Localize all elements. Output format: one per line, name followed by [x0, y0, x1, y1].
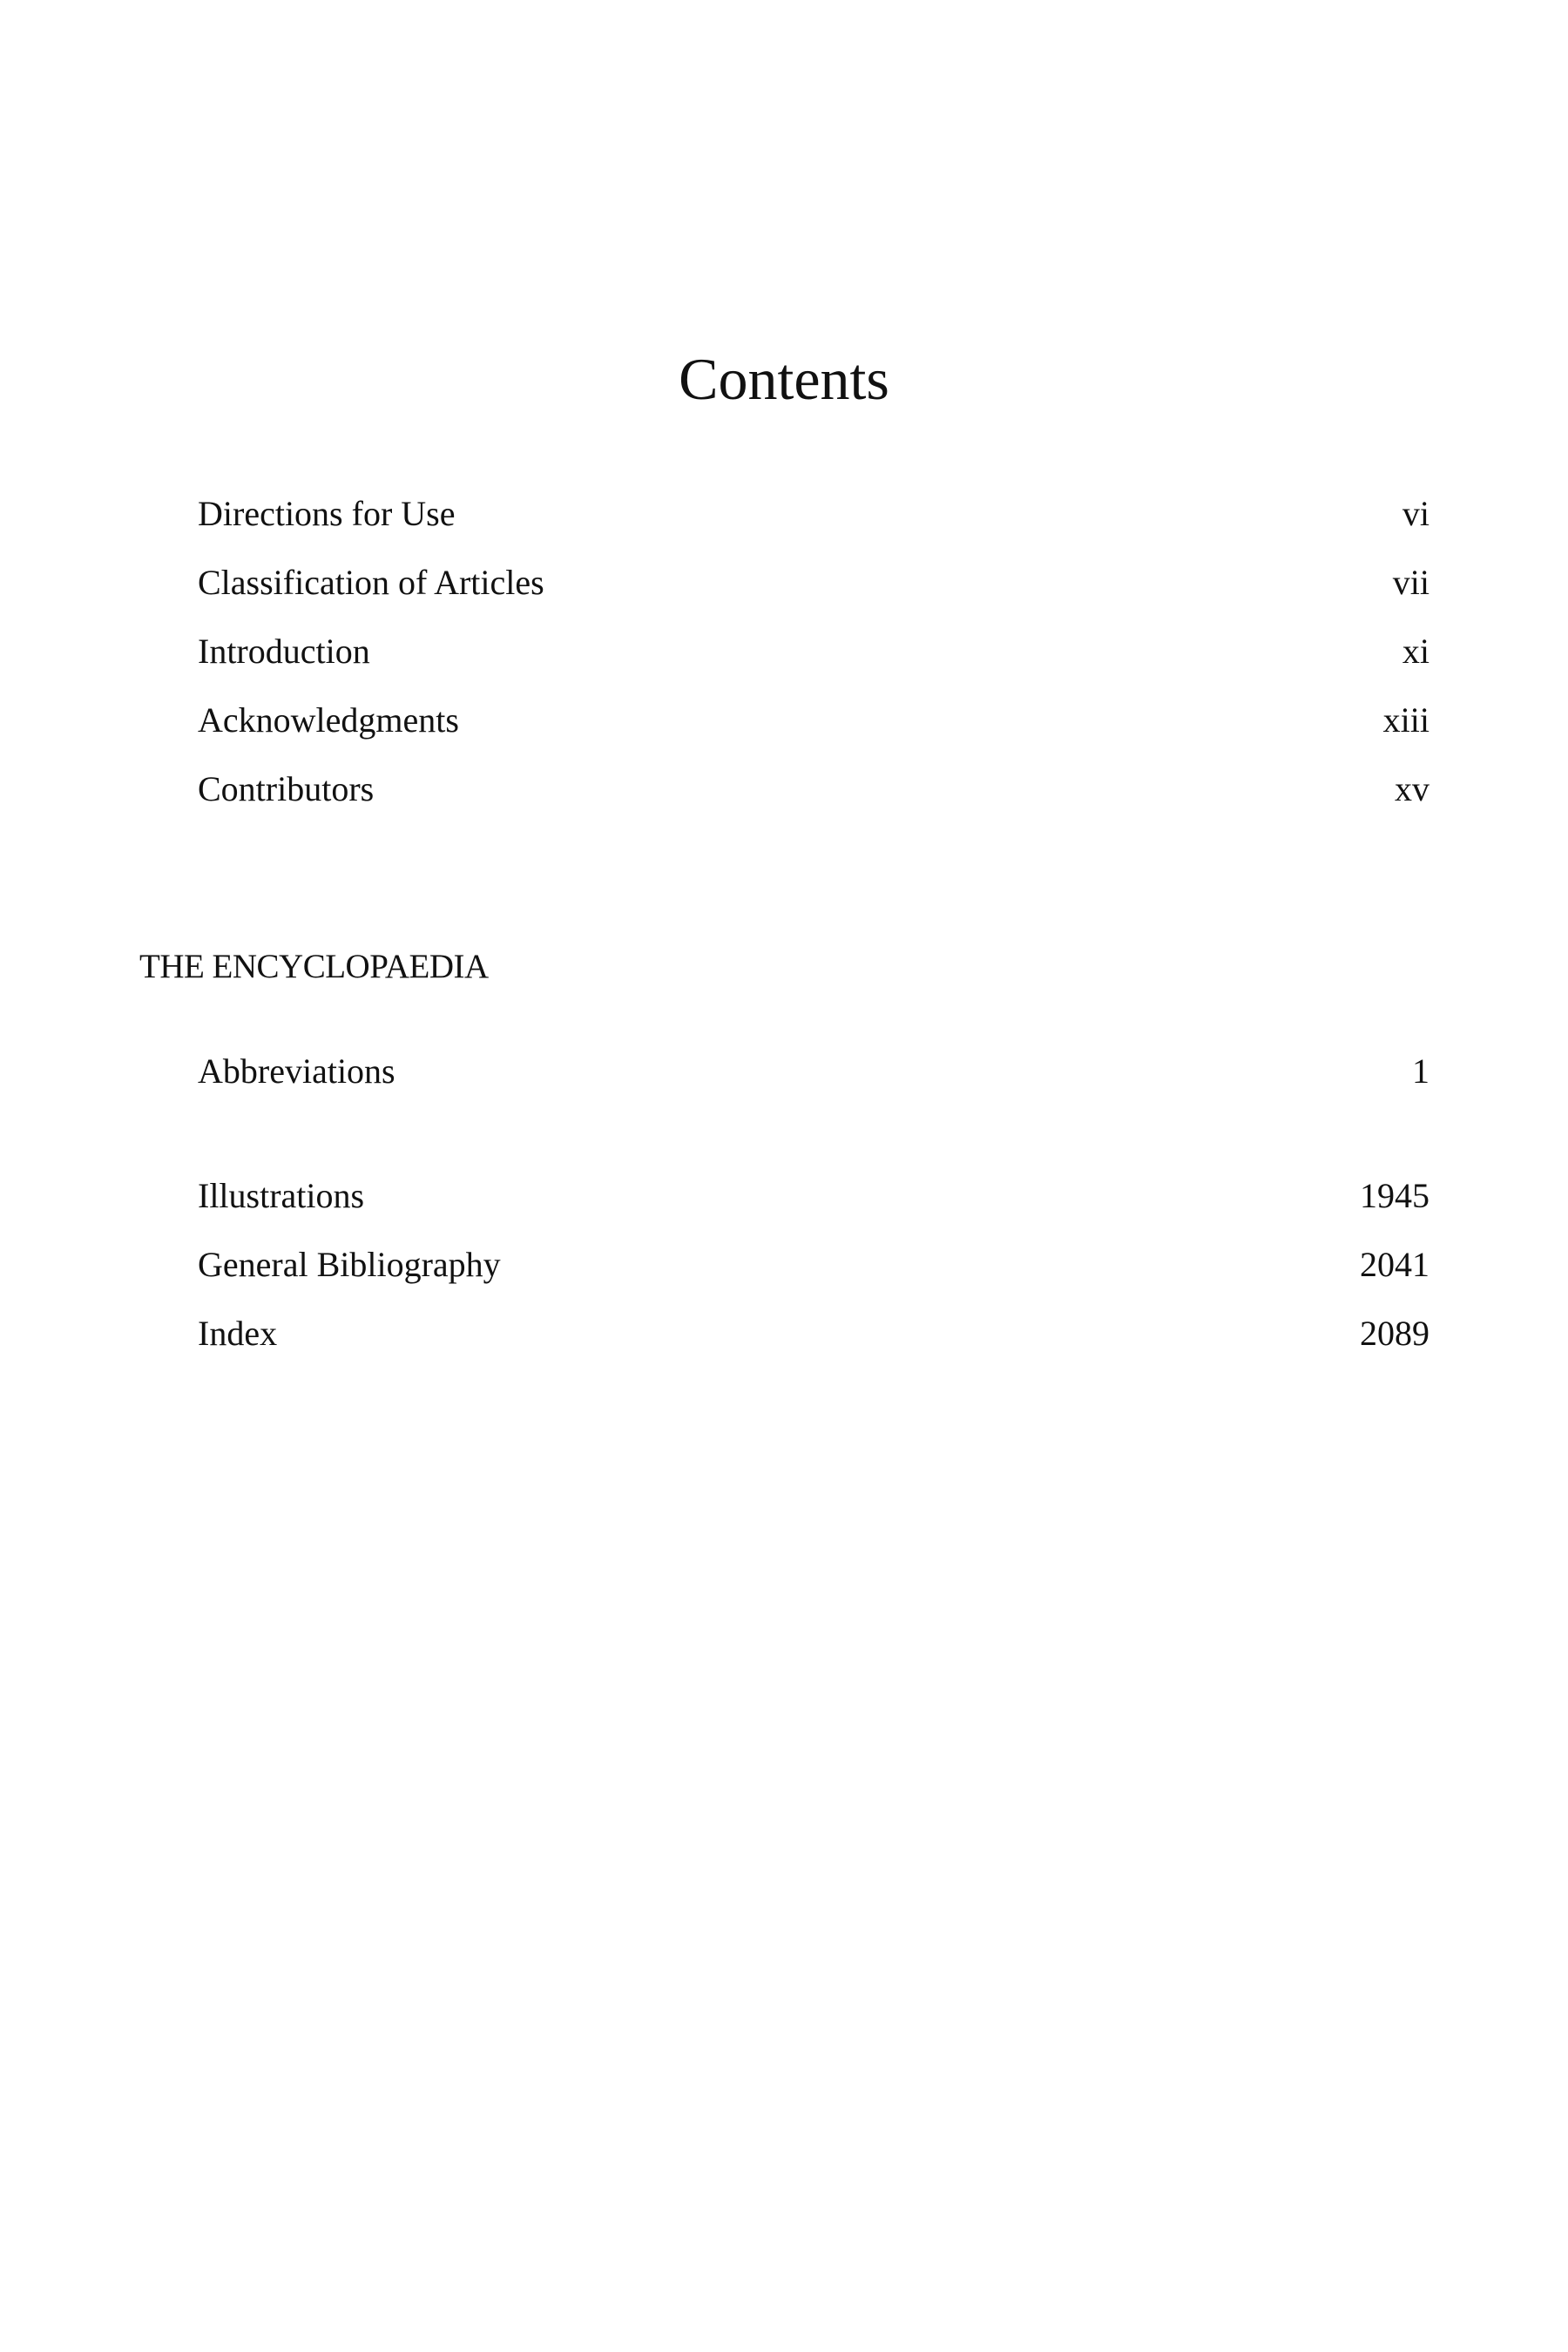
- toc-entry-page: 1: [1412, 1051, 1429, 1091]
- toc-entry: [198, 561, 1429, 630]
- toc-entry-page: vii: [1392, 563, 1429, 602]
- toc-entry-page: 2089: [1360, 1314, 1429, 1353]
- section-heading: THE ENCYCLOPAEDIA: [139, 948, 489, 985]
- back-matter-list: [198, 1174, 1429, 1381]
- toc-entry: [198, 1312, 1429, 1381]
- toc-entry: [198, 1243, 1429, 1312]
- toc-entry-label: Contributors: [198, 769, 375, 808]
- front-matter-list: [198, 492, 1429, 836]
- toc-entry-page: 1945: [1360, 1176, 1429, 1215]
- toc-entry-label: Directions for Use: [198, 494, 456, 533]
- toc-entry: [198, 1050, 1429, 1119]
- toc-entry: [198, 1174, 1429, 1243]
- toc-entry-page: xi: [1402, 632, 1429, 671]
- toc-entry-label: Abbreviations: [198, 1051, 395, 1091]
- page-title: Contents: [679, 346, 889, 412]
- toc-entry: [198, 767, 1429, 836]
- toc-entry: [198, 630, 1429, 699]
- toc-entry-label: Introduction: [198, 632, 370, 671]
- toc-entry-label: Index: [198, 1314, 278, 1353]
- toc-entry-page: 2041: [1360, 1245, 1429, 1284]
- toc-entry-label: Acknowledgments: [198, 700, 459, 740]
- toc-entry-label: Classification of Articles: [198, 563, 544, 602]
- toc-entry: [198, 492, 1429, 561]
- toc-entry-page: xiii: [1382, 700, 1429, 740]
- toc-entry-page: vi: [1402, 494, 1429, 533]
- toc-entry-label: Illustrations: [198, 1176, 365, 1215]
- toc-entry-page: xv: [1395, 769, 1429, 808]
- toc-entry: [198, 699, 1429, 767]
- abbreviations-list: [198, 1050, 1429, 1119]
- toc-entry-label: General Bibliography: [198, 1245, 501, 1284]
